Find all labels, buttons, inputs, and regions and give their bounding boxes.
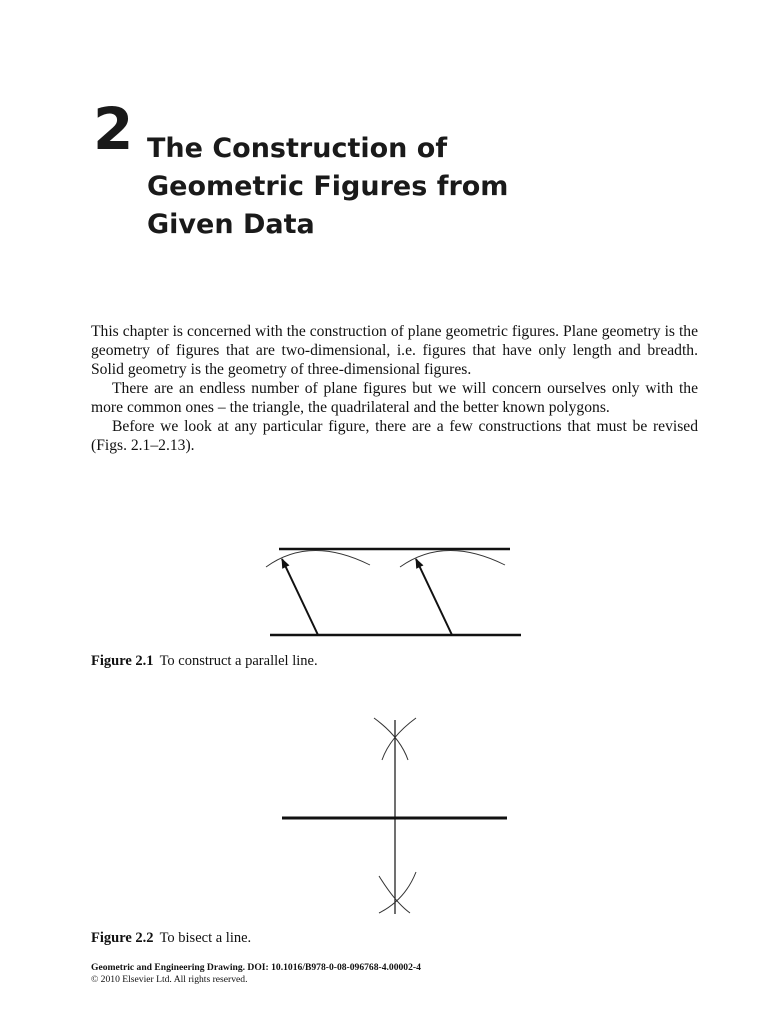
construction-arc: [379, 872, 416, 913]
body-text: [91, 322, 698, 455]
chapter-number: 2: [93, 95, 134, 163]
chapter-title-line: The Construction of: [147, 133, 448, 164]
figure-bisect-line-diagram: [0, 712, 768, 922]
paragraph: There are an endless number of plane figures but we will concern ourselves only with the more common ones – the triangle, the quadrilateral and the better known polygons.: [91, 380, 698, 416]
paragraph: Before we look at any particular figure, there are a few constructions that must be revised (Figs. 2.1–2.13).: [91, 418, 698, 454]
figure-caption: [91, 929, 251, 947]
chapter-title: [147, 130, 647, 244]
page-footer: [91, 962, 421, 986]
construction-arc: [374, 718, 408, 760]
chapter-title-line: Geometric Figures from: [147, 171, 509, 202]
construction-arrow: [416, 559, 452, 635]
figure-parallel-line-diagram: [0, 535, 768, 645]
chapter-title-line: Given Data: [147, 209, 315, 240]
footer-doi: Geometric and Engineering Drawing. DOI: 10.1016/B978-0-08-096768-4.00002-4: [91, 962, 421, 973]
construction-arc: [400, 550, 505, 567]
construction-arrow: [282, 559, 318, 635]
paragraph: This chapter is concerned with the construction of plane geometric figures. Plane geometry is the geometry of figures that are two-dimensional, i.e. figures that have only length and breadth. Solid geometry is the geometry of three-dimensional figures.: [91, 323, 698, 378]
construction-arc: [266, 550, 370, 567]
figure-label: Figure 2.2: [91, 930, 154, 946]
figure-caption-text: To bisect a line.: [159, 930, 252, 946]
figure-caption-text: To construct a parallel line.: [159, 653, 318, 669]
figure-label: Figure 2.1: [91, 653, 154, 669]
construction-arc: [382, 718, 416, 760]
figure-caption: [91, 652, 318, 670]
footer-copyright: © 2010 Elsevier Ltd. All rights reserved.: [91, 974, 248, 985]
